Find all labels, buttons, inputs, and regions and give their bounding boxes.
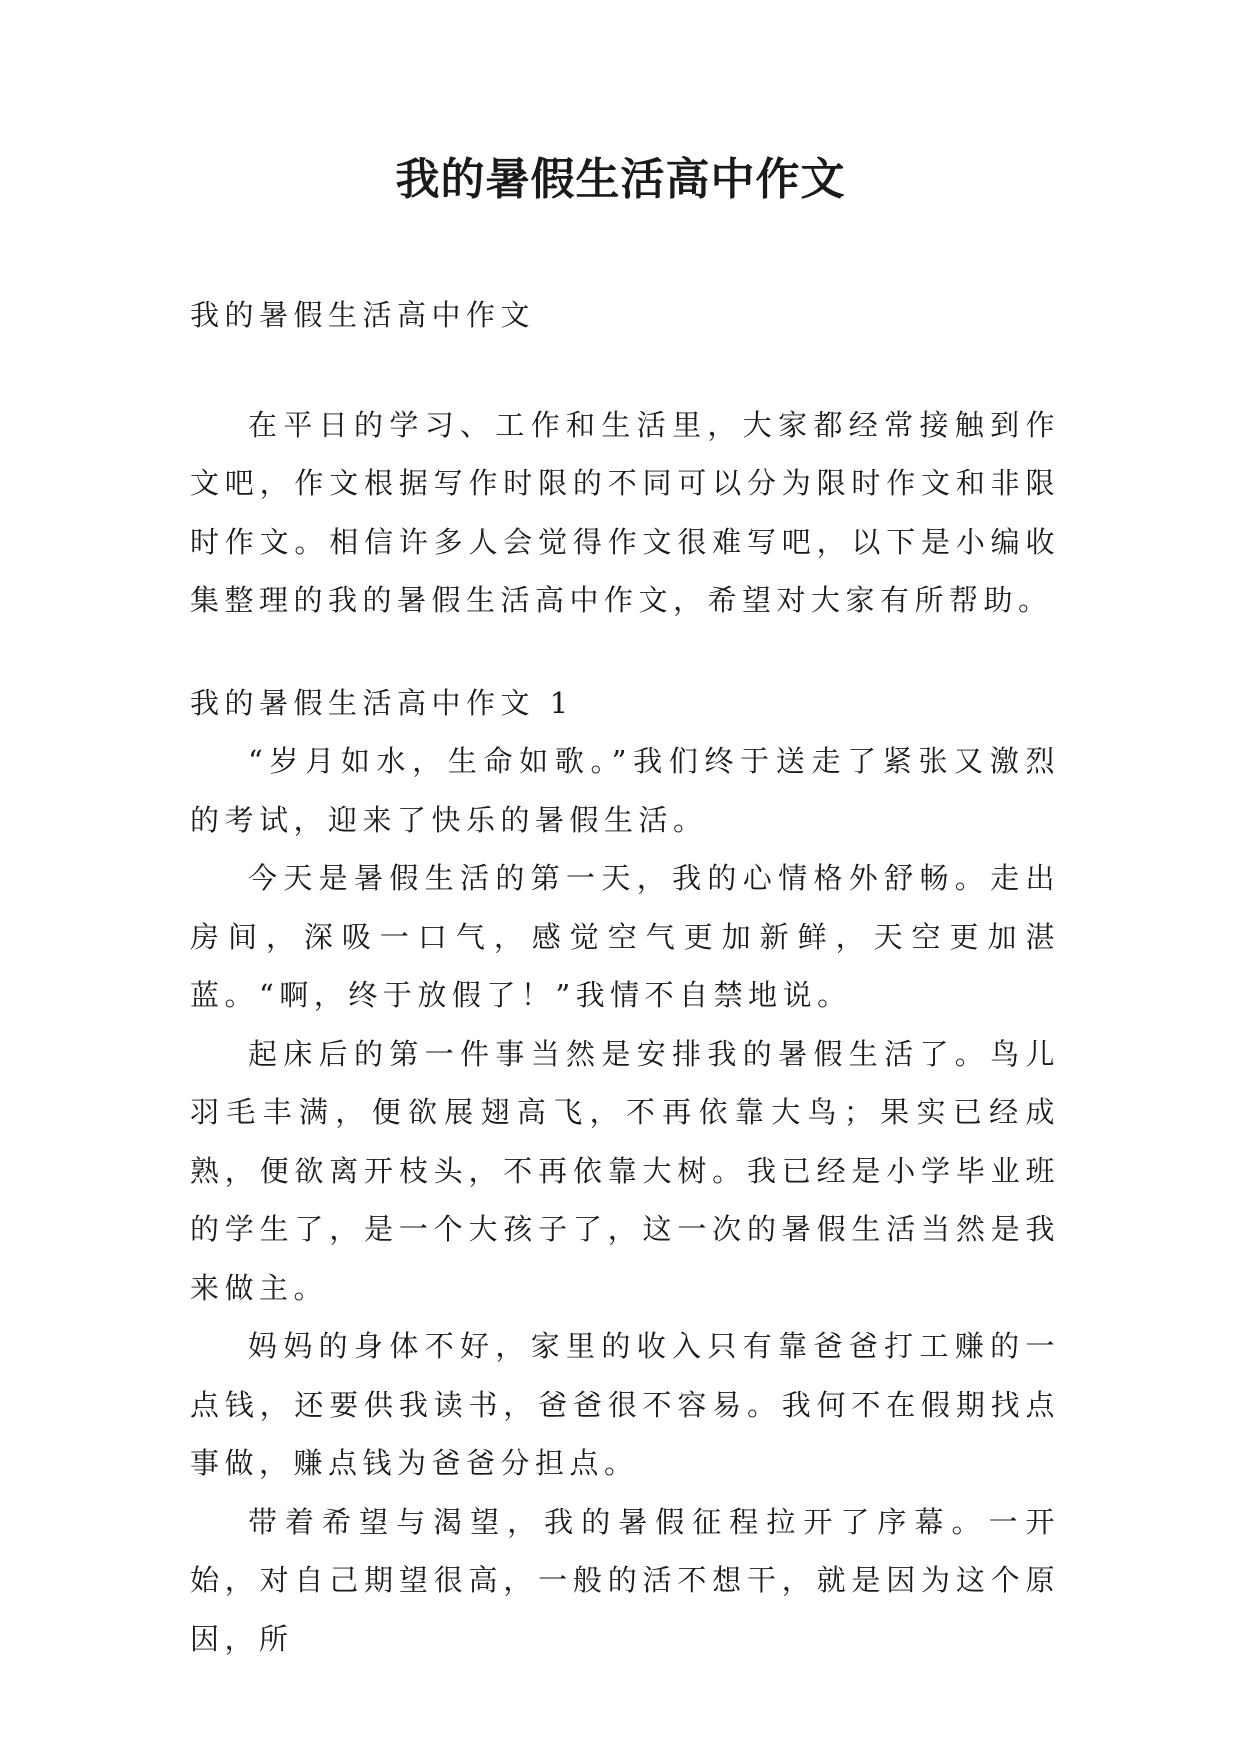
body-paragraph: 带着希望与渴望，我的暑假征程拉开了序幕。一开始，对自己期望很高，一般的活不想干，就是因为这个原因，所 xyxy=(190,1504,1060,1656)
document-subtitle: 我的暑假生活高中作文 xyxy=(190,298,536,332)
body-paragraph: 起床后的第一件事当然是安排我的暑假生活了。鸟儿羽毛丰满，便欲展翅高飞，不再依靠大鸟；果实已经成熟，便欲离开枝头，不再依靠大树。我已经是小学毕业班的学生了，是一个大孩子了，这一次的暑假生活当然是我来做主。 xyxy=(190,1036,1060,1305)
body-paragraph: “岁月如水，生命如歌。”我们终于送走了紧张又激烈的考试，迎来了快乐的暑假生活。 xyxy=(190,744,1060,837)
section-heading: 我的暑假生活高中作文 1 xyxy=(190,685,574,720)
body-paragraph: 今天是暑假生活的第一天，我的心情格外舒畅。走出房间，深吸一口气，感觉空气更加新鲜，天空更加湛蓝。“啊，终于放假了！”我情不自禁地说。 xyxy=(190,861,1060,1012)
body-paragraph: 妈妈的身体不好，家里的收入只有靠爸爸打工赚的一点钱，还要供我读书，爸爸很不容易。我何不在假期找点事做，赚点钱为爸爸分担点。 xyxy=(190,1329,1060,1480)
document-title: 我的暑假生活高中作文 xyxy=(395,154,846,205)
document-body xyxy=(190,286,1060,1668)
intro-paragraph: 在平日的学习、工作和生活里，大家都经常接触到作文吧，作文根据写作时限的不同可以分为限时作文和非限时作文。相信许多人会觉得作文很难写吧，以下是小编收集整理的我的暑假生活高中作文，希望对大家有所帮助。 xyxy=(190,407,1060,617)
